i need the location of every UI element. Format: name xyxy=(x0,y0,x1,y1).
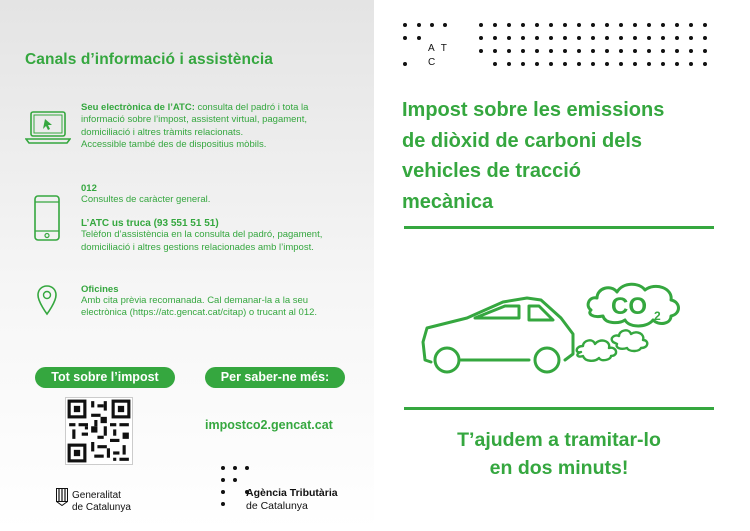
leaflet-title xyxy=(402,95,722,217)
generalitat-line-1: Generalitat xyxy=(72,490,121,501)
divider-top xyxy=(404,226,714,229)
agencia-logo-text xyxy=(246,487,338,513)
phone-icon xyxy=(33,194,61,242)
title-line-3: vehicles de tracció xyxy=(402,160,581,182)
qr-code[interactable] xyxy=(65,397,133,465)
tot-sobre-impost-pill: Tot sobre l’impost xyxy=(35,367,175,388)
online-text-4: Accessible també des de dispositius mòbils. xyxy=(81,138,267,150)
tagline-line-2: en dos minuts! xyxy=(489,457,629,479)
qr-code-icon xyxy=(66,398,132,464)
website-link[interactable]: impostco2.gencat.cat xyxy=(205,418,333,432)
online-text-1: consulta del padró i tota la xyxy=(194,102,309,113)
online-title: Seu electrònica de l’ATC: xyxy=(81,102,195,113)
car-emissions-illustration xyxy=(415,262,715,387)
title-line-1: Impost sobre les emissions xyxy=(402,99,665,121)
phone-channel xyxy=(81,183,366,254)
phone-call-text-2: domiciliació i altres gestions relacionades amb l’impost. xyxy=(81,241,314,253)
agencia-line-1: Agència Tributària xyxy=(246,487,338,499)
divider-bottom xyxy=(404,407,714,410)
tagline xyxy=(404,426,714,482)
offices-title: Oficines xyxy=(81,284,119,295)
title-line-4: mecànica xyxy=(402,190,494,213)
online-text-3: domiciliació i altres tràmits relacionats. xyxy=(81,126,244,138)
title-line-2: de diòxid de carboni dels xyxy=(402,129,643,152)
generalitat-logo-text xyxy=(72,490,131,514)
location-pin-icon xyxy=(36,284,58,316)
offices-channel xyxy=(81,284,366,320)
phone-call-text-1: Telèfon d’assistència en la consulta del padró, pagament, xyxy=(81,229,323,241)
tagline-line-1: T’ajudem a tramitar-lo xyxy=(457,429,661,451)
section-heading: Canals d’informació i assistència xyxy=(25,51,273,68)
offices-text-1: Amb cita prèvia recomanada. Cal demanar-la a la seu xyxy=(81,295,309,306)
phone-call-title: L’ATC us truca (93 551 51 51) xyxy=(81,218,219,230)
co2-label: CO xyxy=(611,293,647,320)
online-text-2: informació sobre l’impost, assistent virtual, pagament, xyxy=(81,114,307,126)
atc-letters-top: A T xyxy=(428,43,449,54)
left-panel xyxy=(0,0,374,531)
offices-text-2: electrònica (https://atc.gencat.cat/citap) o trucant al 012. xyxy=(81,307,318,319)
co2-subscript: 2 xyxy=(654,309,661,323)
generalitat-line-2: de Catalunya xyxy=(72,502,131,513)
per-saber-mes-pill: Per saber-ne més: xyxy=(205,367,345,388)
agencia-line-2: de Catalunya xyxy=(246,500,308,512)
phone-012-title: 012 xyxy=(81,183,97,194)
online-channel xyxy=(81,102,366,151)
atc-letters-bottom: C xyxy=(428,57,436,68)
phone-012-text: Consultes de caràcter general. xyxy=(81,194,211,205)
laptop-icon xyxy=(25,110,71,146)
generalitat-logo-icon xyxy=(56,488,68,506)
